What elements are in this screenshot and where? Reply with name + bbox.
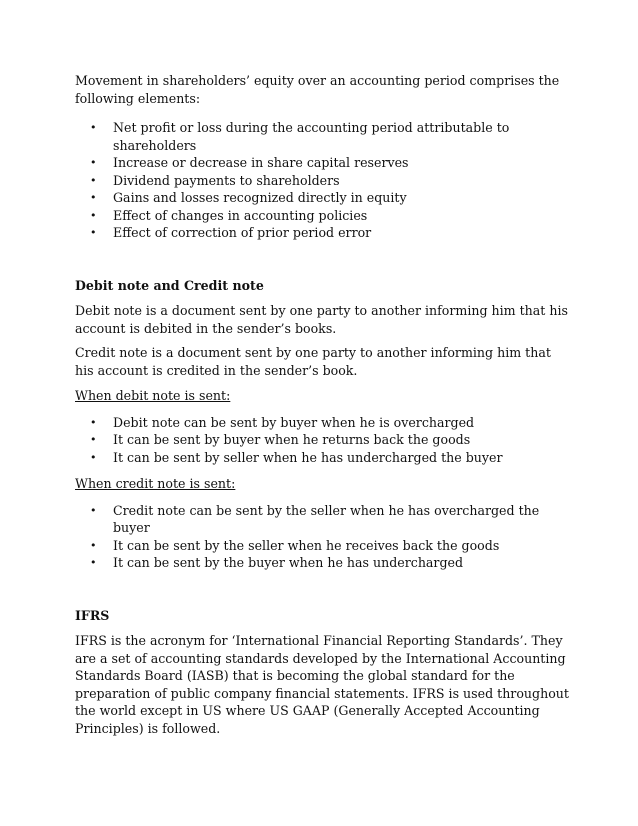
debit-credit-heading: Debit note and Credit note <box>75 277 264 293</box>
debit-note-list <box>75 414 570 467</box>
ifrs-paragraph: IFRS is the acronym for ‘International Financial Reporting Standards’. They are a set of accounting standards developed by the International Accounting Standards Board (IASB) that is becoming the global standard for the preparation of public company financial statements. IFRS is used throughout the world except in US where US GAAP (Generally Accepted Accounting Principles) is followed. <box>75 633 569 736</box>
list-item: • Increase or decrease in share capital reserves <box>75 154 570 172</box>
list-item: • Net profit or loss during the accounting period attributable to shareholders <box>75 119 570 154</box>
list-item: • Dividend payments to shareholders <box>75 172 570 190</box>
list-item: • Effect of changes in accounting policies <box>75 207 570 225</box>
list-item: • It can be sent by buyer when he returns back the goods <box>75 431 570 449</box>
credit-note-subheading: When credit note is sent: <box>75 476 236 491</box>
document-page <box>75 72 570 737</box>
ifrs-heading: IFRS <box>75 607 110 623</box>
credit-note-definition: Credit note is a document sent by one party to another informing him that his account is credited in the sender’s book. <box>75 345 551 378</box>
list-item: • Debit note can be sent by buyer when he is overcharged <box>75 414 570 432</box>
credit-note-list <box>75 502 570 572</box>
list-item: • Credit note can be sent by the seller when he has overcharged the buyer <box>75 502 570 537</box>
list-item: • Effect of correction of prior period error <box>75 224 570 242</box>
list-item: • It can be sent by the seller when he receives back the goods <box>75 537 570 555</box>
list-item: • Gains and losses recognized directly in equity <box>75 189 570 207</box>
equity-elements-list <box>75 119 570 242</box>
debit-note-subheading: When debit note is sent: <box>75 388 231 403</box>
debit-note-definition: Debit note is a document sent by one party to another informing him that his account is debited in the sender’s books. <box>75 303 568 336</box>
list-item: • It can be sent by the buyer when he has undercharged <box>75 554 570 572</box>
intro-paragraph: Movement in shareholders’ equity over an accounting period comprises the following elements: <box>75 73 560 106</box>
list-item: • It can be sent by seller when he has undercharged the buyer <box>75 449 570 467</box>
